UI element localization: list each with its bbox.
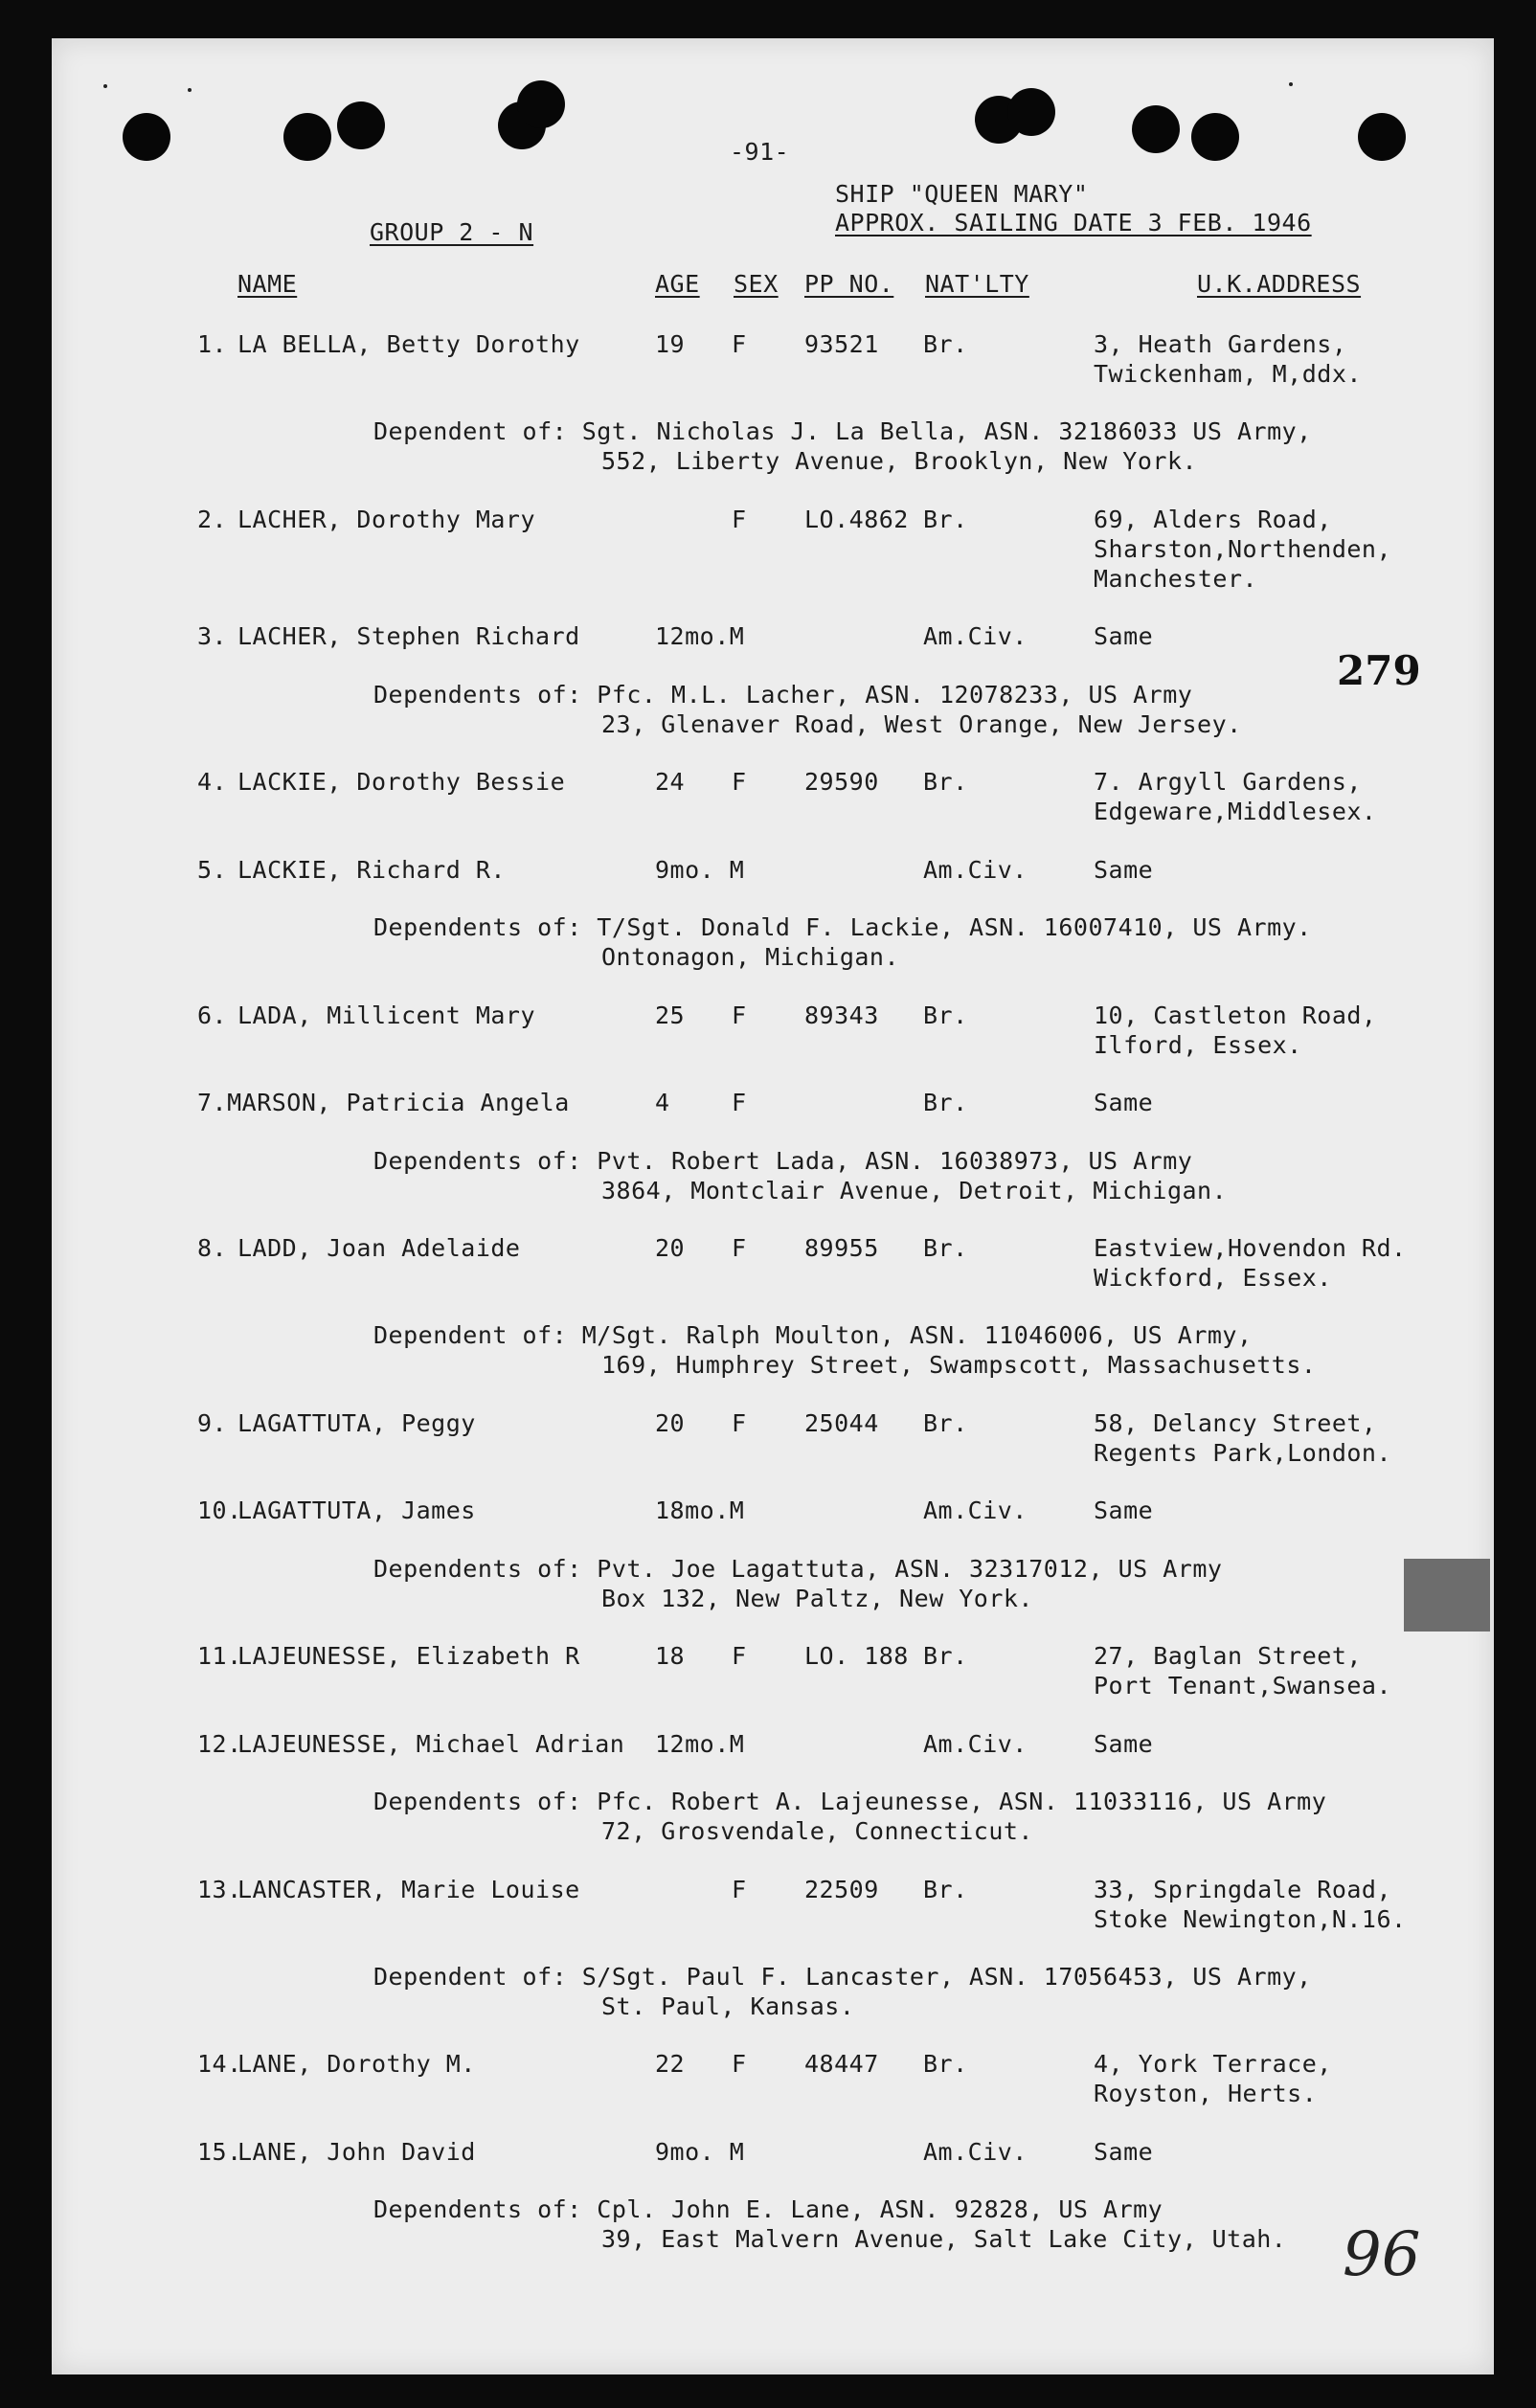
nationality: Am.Civ. (923, 1729, 1028, 1758)
passenger-sex: F (732, 505, 747, 533)
passenger-name: LACKIE, Dorothy Bessie (237, 768, 566, 797)
uk-address: Wickford, Essex. (1094, 1263, 1332, 1292)
passenger-name: LANE, John David (237, 2137, 476, 2166)
passenger-age: 19 (655, 330, 686, 358)
uk-address: 4, York Terrace, (1094, 2050, 1332, 2079)
passenger-sex: F (732, 1001, 747, 1029)
nationality: Br. (923, 1875, 968, 1903)
passenger-age: 9mo. M (655, 855, 745, 884)
passenger-age: 18 (655, 1642, 686, 1671)
punch-hole (283, 113, 331, 161)
sponsor-address: St. Paul, Kansas. (601, 1992, 855, 2020)
passenger-sex: F (732, 1089, 747, 1117)
entry-number: 13. (197, 1875, 242, 1903)
entry-number: 12. (197, 1729, 242, 1758)
passenger-sex: F (732, 1408, 747, 1437)
passenger-age: 20 (655, 1408, 686, 1437)
uk-address: 33, Springdale Road, (1094, 1875, 1392, 1903)
header-pp: PP NO. (804, 270, 894, 298)
group-label: GROUP 2 - N (370, 218, 534, 246)
sponsor-address: 3864, Montclair Avenue, Detroit, Michigan. (601, 1176, 1228, 1204)
entry-number: 14. (197, 2050, 242, 2079)
punch-hole (1191, 113, 1239, 161)
uk-address: 69, Alders Road, (1094, 505, 1332, 533)
dependent-of-line: Dependent of: Sgt. Nicholas J. La Bella, ASN. 32186033 US Army, (373, 417, 1312, 446)
entry-number: 11. (197, 1642, 242, 1671)
passenger-name: LACKIE, Richard R. (237, 855, 506, 884)
passenger-name: LAGATTUTA, James (237, 1497, 476, 1525)
dependent-of-line: Dependent of: S/Sgt. Paul F. Lancaster, ASN. 17056453, US Army, (373, 1963, 1312, 1991)
uk-address: Same (1094, 855, 1154, 884)
nationality: Br. (923, 1233, 968, 1262)
dependent-of-line: Dependents of: T/Sgt. Donald F. Lackie, ASN. 16007410, US Army. (373, 913, 1312, 942)
dependent-of-line: Dependents of: Pvt. Joe Lagattuta, ASN. 32317012, US Army (373, 1554, 1223, 1583)
sponsor-address: 72, Grosvendale, Connecticut. (601, 1817, 1033, 1846)
entry-number: 9. (197, 1408, 228, 1437)
nationality: Br. (923, 330, 968, 358)
uk-address: 3, Heath Gardens, (1094, 330, 1347, 358)
entry-number: 8. (197, 1233, 228, 1262)
passenger-age: 12mo.M (655, 622, 745, 651)
uk-address: Sharston,Northenden, (1094, 534, 1392, 563)
nationality: Br. (923, 2050, 968, 2079)
uk-address: 58, Delancy Street, (1094, 1408, 1377, 1437)
uk-address: Port Tenant,Swansea. (1094, 1672, 1392, 1700)
uk-address: 27, Baglan Street, (1094, 1642, 1362, 1671)
passenger-age: 9mo. M (655, 2137, 745, 2166)
uk-address: Twickenham, M,ddx. (1094, 360, 1362, 388)
passport-number: 89343 (804, 1001, 879, 1029)
passenger-name: LADA, Millicent Mary (237, 1001, 536, 1029)
passenger-age: 12mo.M (655, 1729, 745, 1758)
passenger-sex: F (732, 2050, 747, 2079)
uk-address: Same (1094, 1729, 1154, 1758)
passport-number: LO. 188 (804, 1642, 909, 1671)
sponsor-address: 552, Liberty Avenue, Brooklyn, New York. (601, 447, 1198, 476)
dependent-of-line: Dependent of: M/Sgt. Ralph Moulton, ASN. 11046006, US Army, (373, 1321, 1253, 1350)
page-number: -91- (730, 138, 790, 166)
nationality: Br. (923, 1642, 968, 1671)
nationality: Am.Civ. (923, 1497, 1028, 1525)
punch-hole (1132, 105, 1180, 153)
punch-hole (337, 101, 385, 149)
passenger-age: 24 (655, 768, 686, 797)
passport-number: 25044 (804, 1408, 879, 1437)
punch-hole (1358, 113, 1406, 161)
entry-number: 3. (197, 622, 228, 651)
document-page (52, 38, 1494, 2374)
passport-number: 22509 (804, 1875, 879, 1903)
passenger-age: 18mo.M (655, 1497, 745, 1525)
uk-address: Same (1094, 622, 1154, 651)
passenger-sex: F (732, 1233, 747, 1262)
passenger-name: LANCASTER, Marie Louise (237, 1875, 580, 1903)
sponsor-address: Box 132, New Paltz, New York. (601, 1584, 1033, 1612)
passport-number: LO.4862 (804, 505, 909, 533)
ship-name: SHIP "QUEEN MARY" (835, 180, 1089, 208)
passport-number: 93521 (804, 330, 879, 358)
entry-number: 1. (197, 330, 228, 358)
passenger-age: 22 (655, 2050, 686, 2079)
entry-number: 7.MARSON, Patricia Angela (197, 1089, 570, 1117)
passenger-age: 25 (655, 1001, 686, 1029)
passenger-sex: F (732, 330, 747, 358)
sponsor-address: 23, Glenaver Road, West Orange, New Jersey. (601, 709, 1242, 738)
punch-hole (517, 80, 565, 128)
passenger-sex: F (732, 1875, 747, 1903)
entry-number: 15. (197, 2137, 242, 2166)
passenger-name: LACHER, Stephen Richard (237, 622, 580, 651)
passenger-name: LAJEUNESSE, Elizabeth R (237, 1642, 580, 1671)
passenger-name: LANE, Dorothy M. (237, 2050, 476, 2079)
uk-address: Same (1094, 1089, 1154, 1117)
passport-number: 89955 (804, 1233, 879, 1262)
speck (188, 88, 192, 92)
passenger-name: LAJEUNESSE, Michael Adrian (237, 1729, 625, 1758)
uk-address: Eastview,Hovendon Rd. (1094, 1233, 1407, 1262)
nationality: Br. (923, 1408, 968, 1437)
header-age: AGE (655, 270, 700, 298)
entry-number: 6. (197, 1001, 228, 1029)
uk-address: Same (1094, 2137, 1154, 2166)
sailing-date: APPROX. SAILING DATE 3 FEB. 1946 (835, 209, 1312, 236)
passenger-age: 20 (655, 1233, 686, 1262)
marker-tab (1404, 1559, 1490, 1632)
passenger-name: LACHER, Dorothy Mary (237, 505, 536, 533)
speck (1289, 82, 1293, 86)
entry-number: 4. (197, 768, 228, 797)
header-nationality: NAT'LTY (925, 270, 1029, 298)
uk-address: Edgeware,Middlesex. (1094, 798, 1377, 826)
handwritten-page-number: 96 (1343, 2219, 1421, 2290)
speck (103, 84, 107, 88)
dependent-of-line: Dependents of: Cpl. John E. Lane, ASN. 92828, US Army (373, 2195, 1163, 2224)
uk-address: Same (1094, 1497, 1154, 1525)
nationality: Am.Civ. (923, 855, 1028, 884)
sponsor-address: 39, East Malvern Avenue, Salt Lake City, Utah. (601, 2225, 1287, 2254)
header-address: U.K.ADDRESS (1197, 270, 1362, 298)
entry-number: 2. (197, 505, 228, 533)
nationality: Br. (923, 505, 968, 533)
sponsor-address: 169, Humphrey Street, Swampscott, Massachusetts. (601, 1351, 1317, 1380)
passenger-name: LA BELLA, Betty Dorothy (237, 330, 580, 358)
punch-hole (1007, 88, 1055, 136)
nationality: Br. (923, 768, 968, 797)
uk-address: Ilford, Essex. (1094, 1030, 1302, 1059)
nationality: Br. (923, 1089, 968, 1117)
passenger-age: 4 (655, 1089, 670, 1117)
uk-address: 7. Argyll Gardens, (1094, 768, 1362, 797)
dependent-of-line: Dependents of: Pfc. M.L. Lacher, ASN. 12078233, US Army (373, 680, 1193, 709)
nationality: Am.Civ. (923, 2137, 1028, 2166)
punch-hole (123, 113, 170, 161)
dependent-of-line: Dependents of: Pfc. Robert A. Lajeunesse, ASN. 11033116, US Army (373, 1788, 1327, 1816)
passenger-name: LADD, Joan Adelaide (237, 1233, 521, 1262)
sponsor-address: Ontonagon, Michigan. (601, 943, 900, 972)
uk-address: Regents Park,London. (1094, 1438, 1392, 1467)
uk-address: 10, Castleton Road, (1094, 1001, 1377, 1029)
uk-address: Stoke Newington,N.16. (1094, 1904, 1407, 1933)
uk-address: Manchester. (1094, 564, 1258, 593)
uk-address: Royston, Herts. (1094, 2080, 1318, 2108)
passenger-name: LAGATTUTA, Peggy (237, 1408, 476, 1437)
passport-number: 29590 (804, 768, 879, 797)
nationality: Br. (923, 1001, 968, 1029)
header-name: NAME (237, 270, 298, 298)
header-sex: SEX (734, 270, 779, 298)
stamp-number: 279 (1337, 647, 1421, 694)
dependent-of-line: Dependents of: Pvt. Robert Lada, ASN. 16038973, US Army (373, 1146, 1193, 1175)
entry-number: 5. (197, 855, 228, 884)
nationality: Am.Civ. (923, 622, 1028, 651)
passenger-sex: F (732, 768, 747, 797)
passport-number: 48447 (804, 2050, 879, 2079)
passenger-sex: F (732, 1642, 747, 1671)
entry-number: 10. (197, 1497, 242, 1525)
